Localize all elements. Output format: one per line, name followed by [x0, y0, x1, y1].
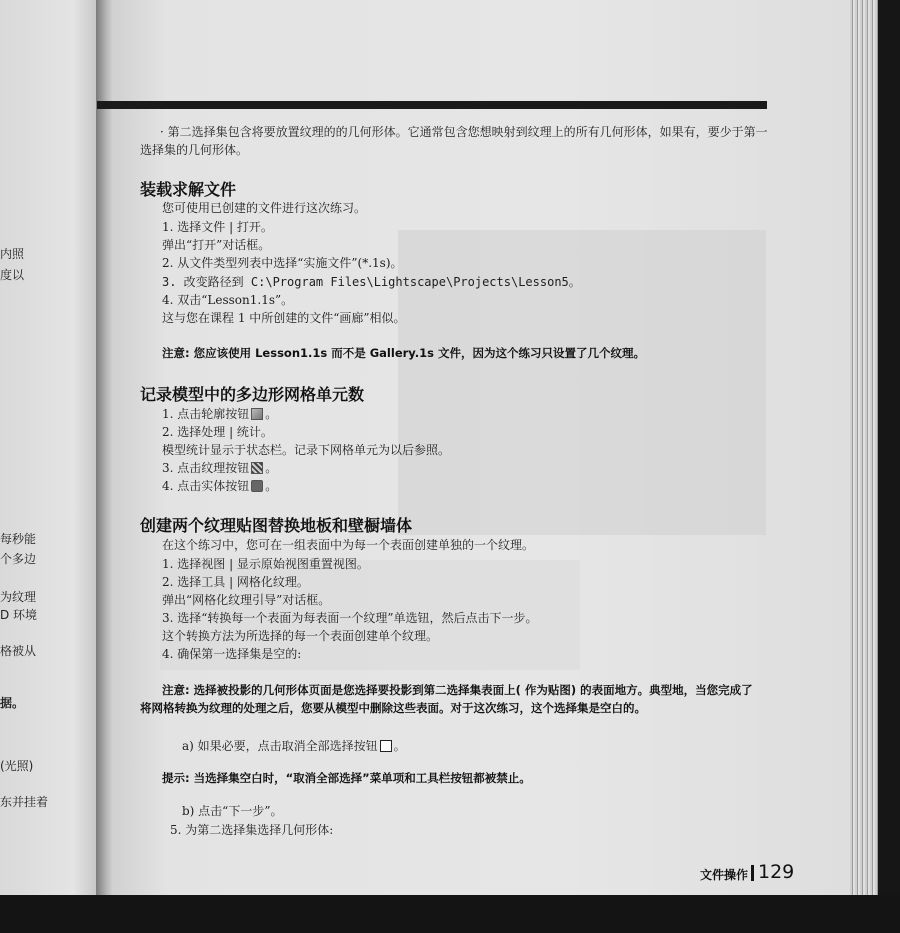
note-text: 注意: 选择被投影的几何形体页面是您选择要投影到第二选择集表面上( 作为贴图) 的表面地方。典型地，当您完成了 — [162, 683, 753, 697]
step-text: 5. 为第二选择集选择几何形体: — [170, 823, 334, 837]
step-text: 3. 改变路径到 C:\Program Files\Lightscape\Projects\Lesson5。 — [162, 275, 581, 289]
outline-icon — [251, 408, 263, 420]
step-label: 4. 点击实体按钮 — [162, 479, 250, 493]
header-rule — [97, 101, 767, 109]
sub-step-text: b) 点击“下一步”。 — [182, 804, 283, 818]
step-text: 1. 选择视图 | 显示原始视图重置视图。 — [162, 557, 369, 571]
step-text: 1. 选择文件 | 打开。 — [162, 220, 273, 234]
footer-divider — [751, 865, 754, 881]
step-text: 4. 确保第一选择集是空的: — [162, 647, 302, 661]
step-label: 3. 点击纹理按钮 — [162, 461, 250, 475]
intro-text: 选择集的几何形体。 — [140, 143, 249, 157]
step-end: 。 — [265, 461, 278, 475]
left-fragment: 东并挂着 — [0, 795, 49, 809]
body-text: 模型统计显示于状态栏。记录下网格单元为以后参照。 — [162, 443, 451, 457]
step-text: 2. 选择工具 | 网格化纹理。 — [162, 575, 309, 589]
step-end: 。 — [393, 739, 406, 753]
step-text — [162, 477, 277, 495]
page-number: 129 — [758, 861, 795, 883]
step-text: 2. 从文件类型列表中选择“实施文件”(*.1s)。 — [162, 256, 403, 270]
background — [0, 895, 900, 933]
section-heading-load-file: 装载求解文件 — [140, 180, 237, 199]
note-text: 将网格转换为纹理的处理之后，您要从模型中删除这些表面。对于这次练习，这个选择集是空白的。 — [140, 701, 646, 715]
body-text: 弹出“打开”对话框。 — [162, 238, 271, 252]
left-fragment: D 环境 — [0, 608, 38, 622]
intro-text: · 第二选择集包含将要放置纹理的的几何形体。它通常包含您想映射到纹理上的所有几何形体，如果有，要少于第一 — [160, 125, 768, 139]
body-text: 这个转换方法为所选择的每一个表面创建单个纹理。 — [162, 629, 439, 643]
deselect-all-icon — [380, 740, 392, 752]
body-text: 这与您在课程 1 中所创建的文件“画廊”相似。 — [162, 311, 406, 325]
step-text: 3. 选择“转换每一个表面为每表面一个纹理”单选钮，然后点击下一步。 — [162, 611, 538, 625]
left-fragment: 内照 — [0, 247, 25, 261]
left-fragment: 为纹理 — [0, 590, 37, 604]
left-fragment: 度以 — [0, 268, 25, 282]
book-gutter — [96, 0, 114, 900]
step-end: 。 — [265, 407, 278, 421]
footer-chapter-label: 文件操作 — [700, 868, 749, 882]
step-text — [162, 405, 277, 423]
step-text: 2. 选择处理 | 统计。 — [162, 425, 273, 439]
left-fragment: 据。 — [0, 696, 25, 710]
left-fragment: 个多边 — [0, 552, 37, 566]
left-fragment: 格被从 — [0, 644, 37, 658]
step-label: 1. 点击轮廓按钮 — [162, 407, 250, 421]
section-heading-mesh-count: 记录模型中的多边形网格单元数 — [140, 385, 365, 404]
left-fragment: (光照) — [0, 759, 34, 773]
body-text: 您可使用已创建的文件进行这次练习。 — [162, 201, 367, 215]
tip-text: 提示: 当选择集空白时，“取消全部选择”菜单项和工具栏按钮都被禁止。 — [162, 771, 531, 785]
step-text — [162, 459, 277, 477]
page-edges — [850, 0, 878, 905]
body-text: 在这个练习中，您可在一组表面中为每一个表面创建单独的一个纹理。 — [162, 538, 535, 552]
left-fragment: 每秒能 — [0, 532, 37, 546]
sub-step-text — [182, 737, 406, 755]
solid-icon — [251, 480, 263, 492]
texture-icon — [251, 462, 263, 474]
note-text: 注意: 您应该使用 Lesson1.1s 而不是 Gallery.1s 文件，因为这个练习只设置了几个纹理。 — [162, 346, 645, 360]
body-text: 弹出“网格化纹理引导”对话框。 — [162, 593, 331, 607]
step-end: 。 — [265, 479, 278, 493]
step-text: 4. 双击“Lesson1.1s”。 — [162, 293, 294, 307]
step-label: a) 如果必要，点击取消全部选择按钮 — [182, 739, 378, 753]
left-page — [0, 0, 105, 895]
section-heading-texture-maps: 创建两个纹理贴图替换地板和壁橱墙体 — [140, 516, 413, 535]
